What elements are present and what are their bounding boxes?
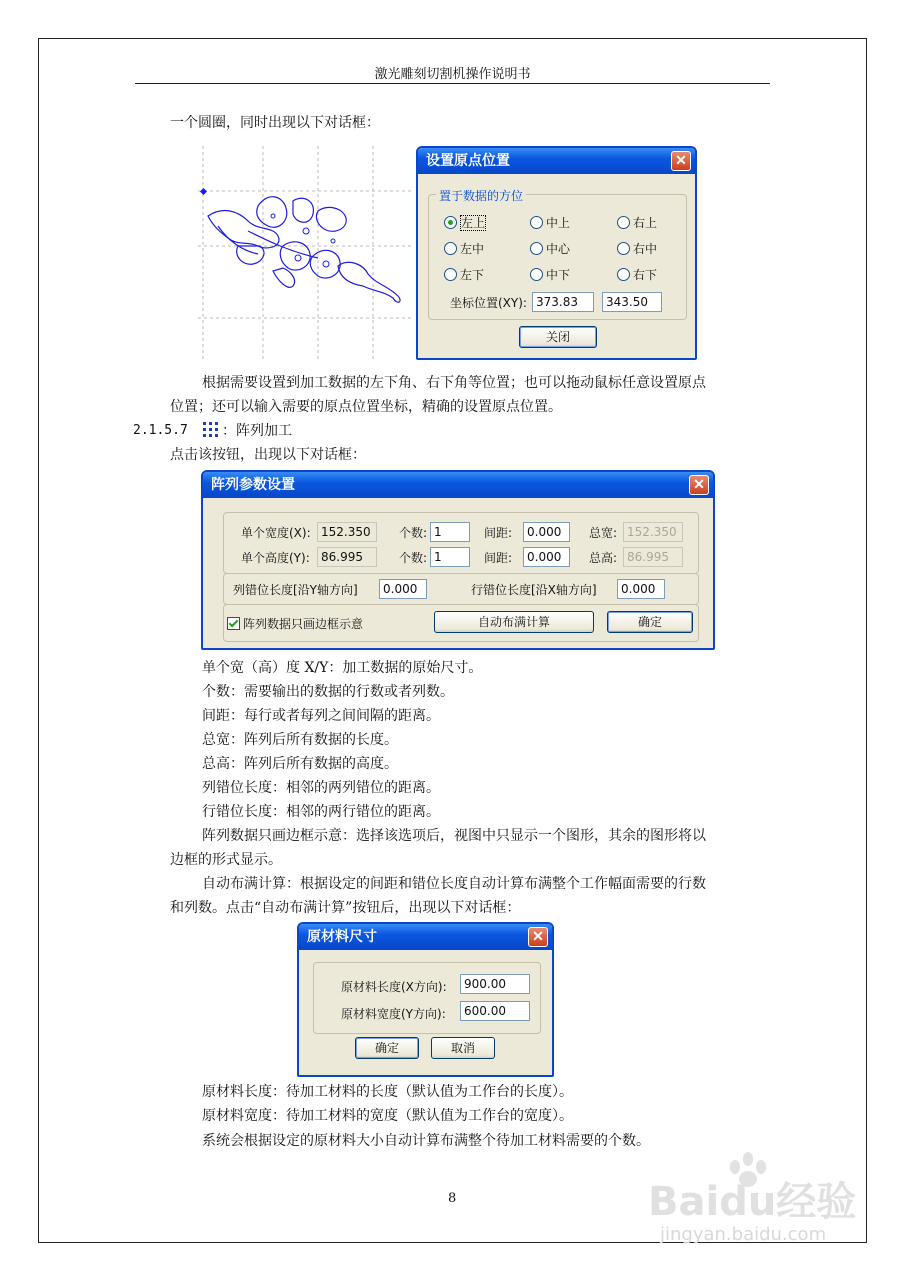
auto-fill-button[interactable]: 自动布满计算 <box>434 611 594 633</box>
ok-button[interactable]: 确定 <box>607 611 693 633</box>
svg-text:jingyan.baidu.com: jingyan.baidu.com <box>660 1224 827 1245</box>
material-size-dialog <box>297 922 554 1077</box>
description-line: 阵列数据只画边框示意：选择该选项后，视图中只显示一个图形，其余的图形将以 <box>202 828 706 844</box>
count-y-input[interactable]: 1 <box>430 547 470 567</box>
radio-dot <box>530 268 543 281</box>
dialog-title: 阵列参数设置 <box>203 472 713 498</box>
description-line: 列错位长度：相邻的两列错位的距离。 <box>202 780 440 796</box>
origin-position-dialog <box>416 146 697 360</box>
radio-dot <box>617 242 630 255</box>
material-group <box>313 962 541 1034</box>
coord-x-input[interactable]: 373.83 <box>532 292 594 312</box>
col-offset-input[interactable]: 0.000 <box>379 579 427 599</box>
height-label: 单个高度(Y): <box>241 551 310 565</box>
material-note: 原材料长度：待加工材料的长度（默认值为工作台的长度）。 <box>202 1084 573 1100</box>
description-line: 总高：阵列后所有数据的高度。 <box>202 756 398 772</box>
radio-bottom-right[interactable]: 右下 <box>617 267 657 283</box>
radio-dot <box>444 242 457 255</box>
height-field: 86.995 <box>317 547 377 567</box>
description-line: 和列数。点击“自动布满计算”按钮后，出现以下对话框： <box>170 900 521 916</box>
material-note: 原材料宽度：待加工材料的宽度（默认值为工作台的宽度）。 <box>202 1108 573 1124</box>
description-line: 单个宽（高）度 X/Y：加工数据的原始尺寸。 <box>202 660 483 676</box>
gap-x-label: 间距: <box>484 526 513 540</box>
close-icon[interactable]: ✕ <box>528 927 548 947</box>
row-offset-label: 行错位长度[沿X轴方向] <box>471 583 597 597</box>
radio-dot <box>617 216 630 229</box>
radio-middle-left[interactable]: 左中 <box>444 241 484 257</box>
flower-drawing <box>198 146 413 361</box>
count-x-label: 个数: <box>399 526 428 540</box>
check-icon <box>227 617 240 630</box>
paragraph: 点击该按钮，出现以下对话框： <box>170 447 366 463</box>
radio-top-right[interactable]: 右上 <box>617 215 657 231</box>
radio-dot <box>444 268 457 281</box>
paragraph: 位置；还可以输入需要的原点位置坐标，精确的设置原点位置。 <box>170 399 562 415</box>
close-icon[interactable]: ✕ <box>671 151 691 171</box>
section-title: ：阵列加工 <box>222 423 292 439</box>
radio-top-left[interactable]: 左上 <box>444 215 486 231</box>
group-legend: 置于数据的方位 <box>436 187 526 204</box>
gap-y-input[interactable]: 0.000 <box>523 547 570 567</box>
svg-text:Baidu经验: Baidu经验 <box>648 1179 857 1225</box>
width-label: 原材料宽度(Y方向): <box>341 1007 446 1021</box>
page-header-title: 激光雕刻切割机操作说明书 <box>374 67 531 82</box>
paragraph: 一个圆圈，同时出现以下对话框： <box>170 115 380 131</box>
ok-button[interactable]: 确定 <box>355 1037 419 1059</box>
paragraph: 根据需要设置到加工数据的左下角、右下角等位置；也可以拖动鼠标任意设置原点 <box>202 375 706 391</box>
radio-bottom-left[interactable]: 左下 <box>444 267 484 283</box>
count-y-label: 个数: <box>399 551 428 565</box>
section-number: 2.1.5.7 <box>133 423 188 438</box>
gap-y-label: 间距: <box>484 551 513 565</box>
baidu-watermark <box>640 1145 870 1245</box>
array-params-dialog <box>201 470 715 650</box>
total-height-field: 86.995 <box>623 547 683 567</box>
count-x-input[interactable]: 1 <box>430 522 470 542</box>
radio-bottom-center[interactable]: 中下 <box>530 267 570 283</box>
close-icon[interactable]: ✕ <box>689 475 709 495</box>
radio-middle-right[interactable]: 右中 <box>617 241 657 257</box>
description-line: 间距：每行或者每列之间间隔的距离。 <box>202 708 440 724</box>
width-input[interactable]: 600.00 <box>460 1001 530 1021</box>
header-rule <box>135 83 770 84</box>
cancel-button[interactable]: 取消 <box>431 1037 495 1059</box>
description-line: 自动布满计算：根据设定的间距和错位长度自动计算布满整个工作幅面需要的行数 <box>202 876 706 892</box>
length-input[interactable]: 900.00 <box>460 974 530 994</box>
total-height-label: 总高: <box>589 551 618 565</box>
dialog-title: 原材料尺寸 <box>299 924 552 950</box>
radio-dot <box>444 216 457 229</box>
close-button[interactable]: 关闭 <box>519 326 597 348</box>
radio-top-center[interactable]: 中上 <box>530 215 570 231</box>
total-width-label: 总宽: <box>589 526 618 540</box>
col-offset-label: 列错位长度[沿Y轴方向] <box>233 583 358 597</box>
radio-dot <box>617 268 630 281</box>
description-line: 行错位长度：相邻的两行错位的距离。 <box>202 804 440 820</box>
coord-label: 坐标位置(XY): <box>450 296 527 310</box>
total-width-field: 152.350 <box>623 522 683 542</box>
coord-y-input[interactable]: 343.50 <box>602 292 662 312</box>
row-offset-input[interactable]: 0.000 <box>617 579 665 599</box>
radio-dot <box>530 216 543 229</box>
description-line: 总宽：阵列后所有数据的长度。 <box>202 732 398 748</box>
page-number: 8 <box>448 1191 457 1206</box>
width-field: 152.350 <box>317 522 377 542</box>
radio-center[interactable]: 中心 <box>530 241 570 257</box>
length-label: 原材料长度(X方向): <box>341 980 447 994</box>
gap-x-input[interactable]: 0.000 <box>523 522 570 542</box>
array-icon <box>202 420 222 438</box>
material-note: 系统会根据设定的原材料大小自动计算布满整个待加工材料需要的个数。 <box>202 1133 650 1149</box>
description-line: 个数：需要输出的数据的行数或者列数。 <box>202 684 454 700</box>
radio-dot <box>530 242 543 255</box>
width-label: 单个宽度(X): <box>241 526 311 540</box>
dialog-title: 设置原点位置 <box>418 148 695 174</box>
description-line: 边框的形式显示。 <box>170 852 282 868</box>
outline-only-checkbox[interactable]: 阵列数据只画边框示意 <box>227 616 363 632</box>
